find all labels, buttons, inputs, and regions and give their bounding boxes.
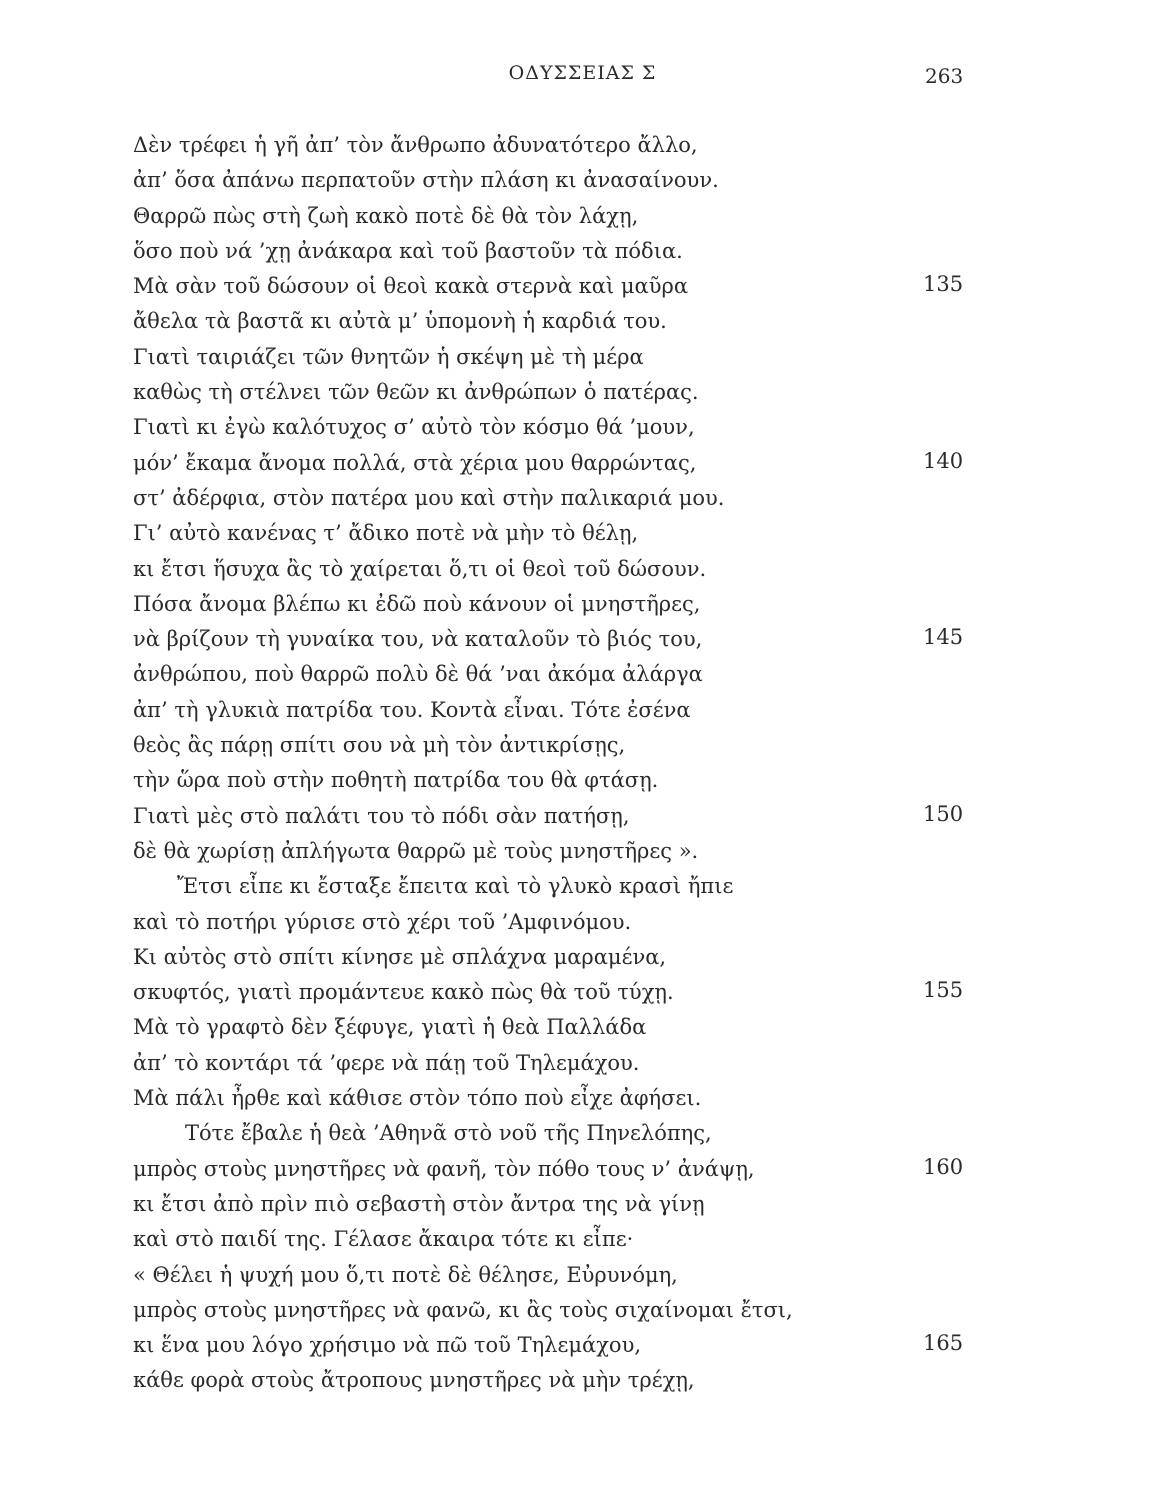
verse-line	[133, 552, 793, 587]
verse-line	[133, 1152, 964, 1187]
verse-text: καὶ τὸ ποτήρι γύρισε στὸ χέρι τοῦ ’Αμφινόμου.	[133, 909, 632, 934]
verse-line	[133, 410, 793, 445]
line-number: 155	[923, 978, 964, 1003]
verse-text: κι ἔτσι ἀπὸ πρὶν πιὸ σεβαστὴ στὸν ἄντρα της νὰ γίνῃ	[133, 1191, 705, 1216]
verse-text: Μὰ πάλι ἦρθε καὶ κάθισε στὸν τόπο ποὺ εἶχε ἀφήσει.	[133, 1086, 702, 1111]
line-number: 135	[923, 272, 964, 297]
verse-line	[133, 940, 793, 975]
verse-text: Δὲν τρέφει ἡ γῆ ἀπ’ τὸν ἄνθρωπο ἀδυνατότερο ἄλλο,	[133, 133, 698, 157]
verse-line	[133, 128, 793, 163]
verse-line	[133, 905, 793, 940]
verse-line	[133, 657, 793, 692]
verse-text: κι ἔτσι ἥσυχα ἂς τὸ χαίρεται ὅ,τι οἱ θεοὶ τοῦ δώσουν.	[133, 556, 707, 581]
verse-line	[133, 375, 793, 410]
verse-line	[133, 763, 793, 798]
verse-line	[133, 869, 793, 904]
verse-text: τὴν ὥρα ποὺ στὴν ποθητὴ πατρίδα του θὰ φτάσῃ.	[133, 768, 659, 793]
verse-line	[133, 304, 793, 339]
verse-text: Μὰ σὰν τοῦ δώσουν οἱ θεοὶ κακὰ στερνὰ καὶ μαῦρα	[133, 274, 689, 299]
verse-text: θεὸς ἂς πάρῃ σπίτι σου νὰ μὴ τὸν ἀντικρίσῃς,	[133, 733, 626, 758]
line-number: 160	[923, 1154, 964, 1179]
verse-text: ἀνθρώπου, ποὺ θαρρῶ πολὺ δὲ θά ’ναι ἀκόμα ἀλάργα	[133, 662, 703, 687]
verse-text: Γιατὶ κι ἐγὼ καλότυχος σ’ αὐτὸ τὸν κόσμο θά ’μουν,	[133, 415, 695, 440]
verse-text: ἀπ’ ὅσα ἀπάνω περπατοῦν στὴν πλάση κι ἀνασαίνουν.	[133, 168, 719, 193]
verse-text: στ’ ἀδέρφια, στὸν πατέρα μου καὶ στὴν παλικαριά μου.	[133, 485, 725, 510]
verse-text: μπρὸς στοὺς μνηστῆρες νὰ φανῆ, τὸν πόθο τους ν’ ἀνάψῃ,	[133, 1156, 755, 1181]
verse-text: νὰ βρίζουν τὴ γυναίκα του, νὰ καταλοῦν τὸ βιός του,	[133, 627, 703, 652]
verse-text: Γι’ αὐτὸ κανένας τ’ ἄδικο ποτὲ νὰ μὴν τὸ θέλῃ,	[133, 521, 639, 546]
verse-text: ὅσο ποὺ νά ’χῃ ἀνάκαρα καὶ τοῦ βαστοῦν τὰ πόδια.	[133, 238, 683, 263]
verse-line	[133, 975, 964, 1010]
verse-line	[133, 163, 793, 198]
verse-line	[133, 340, 793, 375]
verse-text: ἄθελα τὰ βαστᾶ κι αὐτὰ μ’ ὑπομονὴ ἡ καρδιά του.	[133, 309, 667, 334]
verse-line	[133, 1363, 793, 1398]
verse-text: « Θέλει ἡ ψυχή μου ὅ,τι ποτὲ δὲ θέλησε, Εὐρυνόμη,	[133, 1262, 678, 1287]
verse-line	[133, 834, 793, 869]
verse-line	[133, 587, 793, 622]
verse-line	[133, 1081, 793, 1116]
running-header-title: ΟΔΥΣΣΕΙΑΣ Σ	[508, 62, 657, 84]
verse-text: κι ἕνα μου λόγο χρήσιμο νὰ πῶ τοῦ Τηλεμάχου,	[133, 1333, 642, 1358]
verse-line	[133, 234, 793, 269]
verse-text: σκυφτός, γιατὶ προμάντευε κακὸ πὼς θὰ τοῦ τύχῃ.	[133, 980, 674, 1005]
line-number: 165	[923, 1331, 964, 1356]
line-number: 150	[923, 801, 964, 826]
verse-line	[133, 1046, 793, 1081]
verse-line	[133, 446, 964, 481]
verse-text: Μὰ τὸ γραφτὸ δὲν ξέφυγε, γιατὶ ἡ θεὰ Παλλάδα	[133, 1015, 647, 1040]
verse-line	[133, 1010, 793, 1045]
verse-line	[133, 199, 793, 234]
verse-text: Γιατὶ μὲς στὸ παλάτι του τὸ πόδι σὰν πατήσῃ,	[133, 803, 630, 828]
verse-line	[133, 1293, 793, 1328]
page-number: 263	[925, 64, 964, 88]
verse-text: μπρὸς στοὺς μνηστῆρες νὰ φανῶ, κι ἂς τοὺς σιχαίνομαι ἔτσι,	[133, 1297, 793, 1322]
verse-line	[133, 1222, 793, 1257]
verse-line	[133, 1187, 793, 1222]
verse-line	[133, 516, 793, 551]
verse-line	[133, 799, 964, 834]
verse-line	[133, 481, 793, 516]
verse-text: Πόσα ἄνομα βλέπω κι ἐδῶ ποὺ κάνουν οἱ μνηστῆρες,	[133, 591, 701, 616]
verse-text: Ἔτσι εἶπε κι ἔσταξε ἔπειτα καὶ τὸ γλυκὸ κρασὶ ἤπιε	[177, 874, 734, 899]
verse-text: Γιατὶ ταιριάζει τῶν θνητῶν ἡ σκέψη μὲ τὴ μέρα	[133, 344, 644, 369]
verse-line	[133, 1116, 793, 1151]
verse-line	[133, 269, 964, 304]
line-number: 145	[923, 625, 964, 650]
verse-text: Κι αὐτὸς στὸ σπίτι κίνησε μὲ σπλάχνα μαραμένα,	[133, 944, 667, 969]
verse-line	[133, 1328, 964, 1363]
verse-text: κάθε φορὰ στοὺς ἄτροπους μνηστῆρες νὰ μὴν τρέχῃ,	[133, 1368, 695, 1393]
verse-line	[133, 622, 964, 657]
verse-text: δὲ θὰ χωρίσῃ ἀπλήγωτα θαρρῶ μὲ τοὺς μνηστῆρες ».	[133, 838, 699, 863]
verse-text: καθὼς τὴ στέλνει τῶν θεῶν κι ἀνθρώπων ὁ πατέρας.	[133, 380, 699, 405]
verse-text: ἀπ’ τὴ γλυκιὰ πατρίδα του. Κοντὰ εἶναι. Τότε ἐσένα	[133, 697, 691, 722]
verse-line	[133, 693, 793, 728]
verse-text: μόν’ ἔκαμα ἄνομα πολλά, στὰ χέρια μου θαρρώντας,	[133, 450, 697, 475]
verse-block	[133, 128, 964, 1399]
verse-text: ἀπ’ τὸ κοντάρι τά ’φερε νὰ πάῃ τοῦ Τηλεμάχου.	[133, 1050, 640, 1075]
line-number: 140	[923, 448, 964, 473]
verse-line	[133, 1258, 793, 1293]
verse-line	[133, 728, 793, 763]
verse-text: καὶ στὸ παιδί της. Γέλασε ἄκαιρα τότε κι εἶπε·	[133, 1227, 634, 1252]
verse-text: Θαρρῶ πὼς στὴ ζωὴ κακὸ ποτὲ δὲ θὰ τὸν λάχῃ,	[133, 203, 639, 228]
verse-text: Τότε ἔβαλε ἡ θεὰ ’Αθηνᾶ στὸ νοῦ τῆς Πηνελόπης,	[185, 1121, 712, 1146]
